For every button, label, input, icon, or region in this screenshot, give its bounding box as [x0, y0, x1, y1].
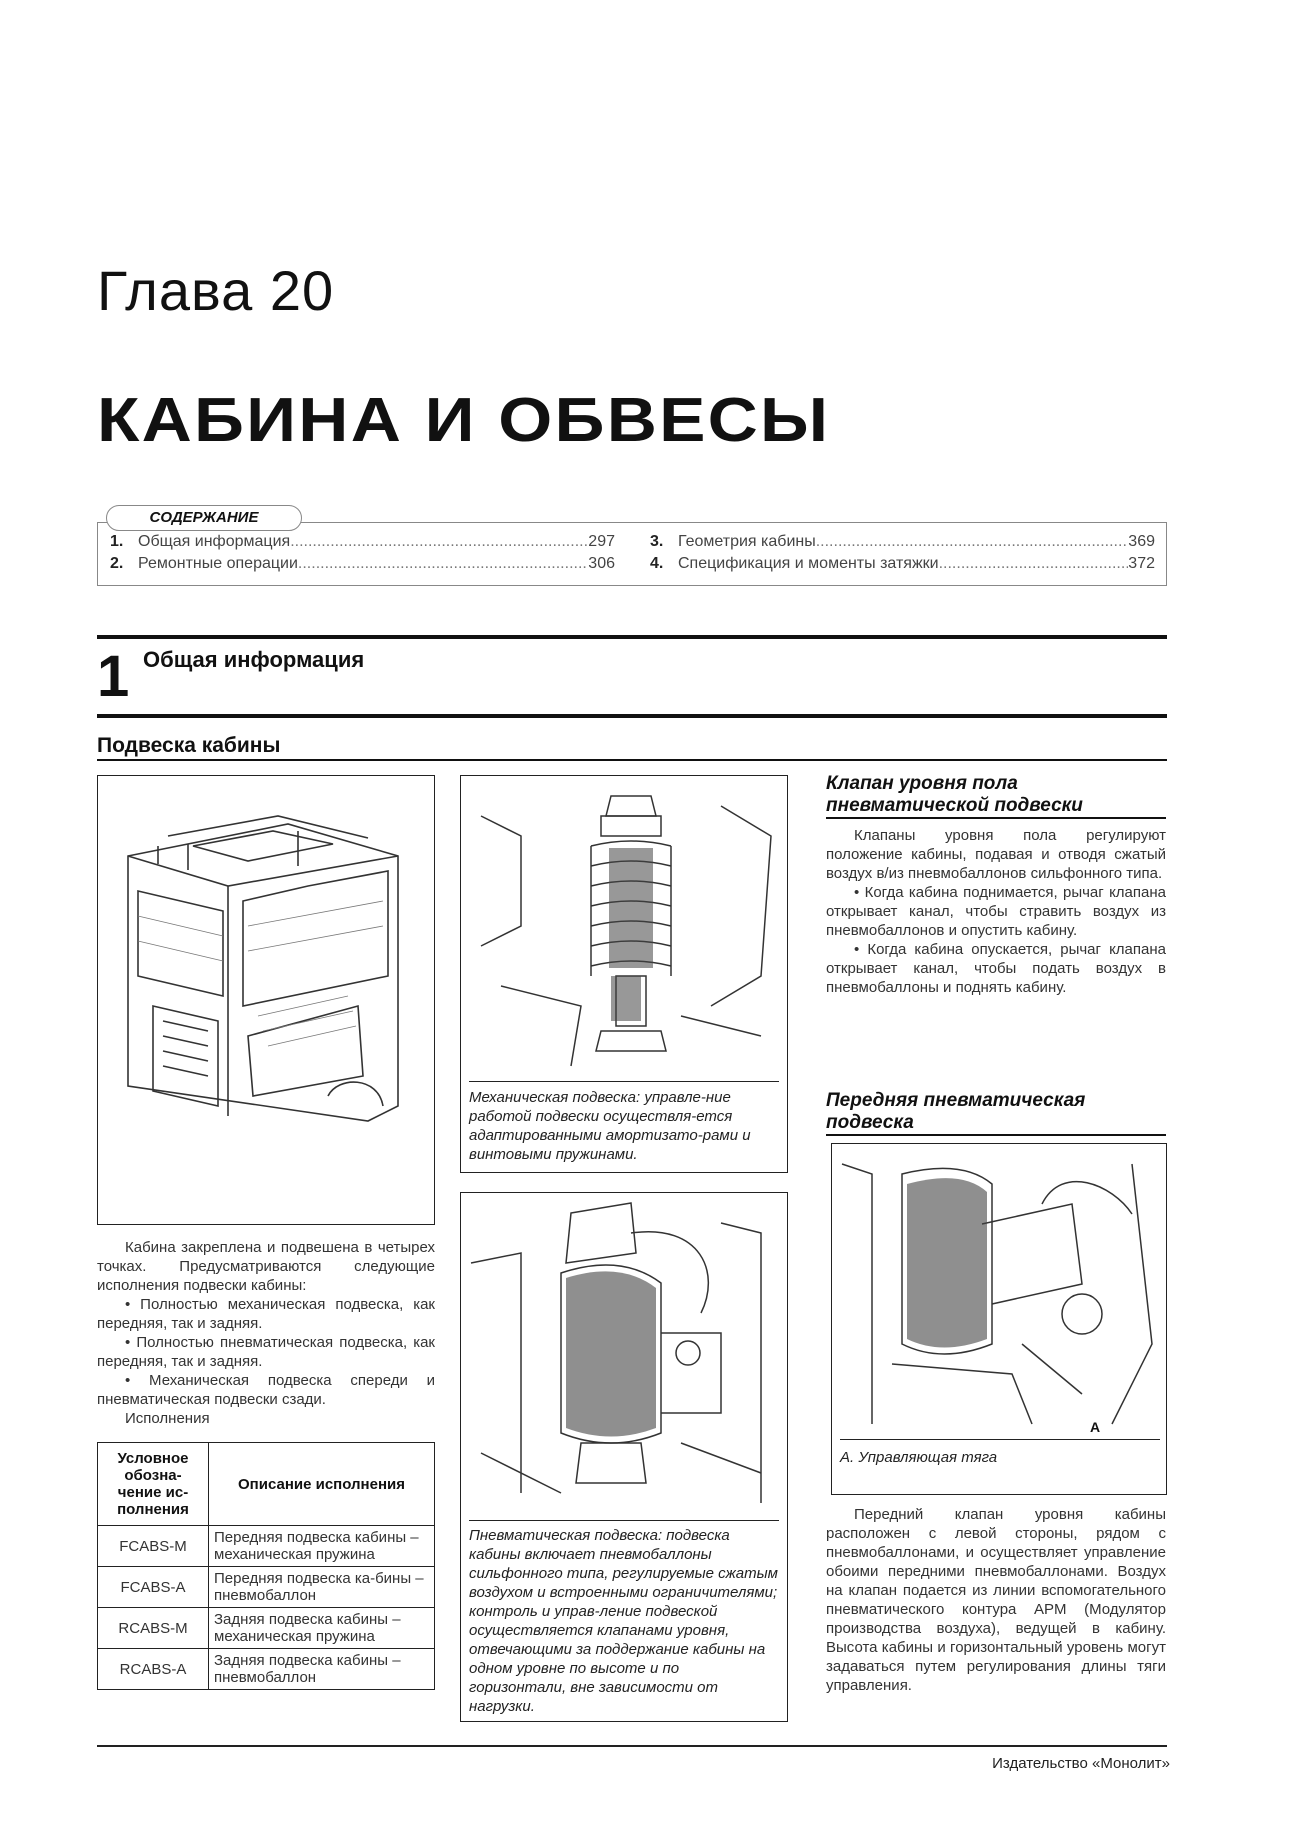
table-row [98, 1526, 435, 1567]
caption-divider [840, 1439, 1160, 1440]
table-row [98, 1649, 435, 1690]
pneumatic-suspension-caption: Пневматическая подвеска: подвеска кабины включает пневмобаллоны сильфонного типа, регулируемые сжатым воздухом и встроенными ограничителями; контроль и управ-ление подвеской осуществляется клапанами уровня, отвечающими за поддержание кабины на одном уровне по высоте и по горизонтали, вне зависимости от нагрузки. [469, 1527, 778, 1715]
front-figure-caption: A. Управляющая тяга [840, 1449, 998, 1466]
mechanical-suspension-figure [460, 775, 788, 1173]
variant-description: Задняя подвеска кабины – механическая пружина [209, 1608, 435, 1649]
chapter-title: КАБИНА И ОБВЕСЫ [97, 386, 831, 455]
publisher-footer: Издательство «Монолит» [992, 1755, 1170, 1772]
caption-divider [469, 1520, 779, 1521]
front-air-suspension-figure [831, 1143, 1167, 1495]
table-header-code: Условное обозна-чение ис-полнения [98, 1443, 209, 1526]
cab-illustration [97, 775, 435, 1225]
toc-leader-dots [290, 533, 588, 551]
callout-label-a: A [1090, 1419, 1101, 1435]
toc-item-page: 372 [1128, 555, 1155, 572]
toc-item-title: Геометрия кабины [678, 533, 816, 550]
table-label: Исполнения [125, 1410, 210, 1427]
toc-item-num: 1. [110, 533, 124, 550]
toc-item-num: 4. [650, 555, 664, 572]
front-bellow-drawing [832, 1144, 1165, 1434]
toc-item-title: Общая информация [138, 533, 291, 550]
subsection-rule [97, 759, 1167, 761]
table-row [98, 1608, 435, 1649]
bullet-item: • Механическая подвеска спереди и пневматическая подвески сзади. [97, 1372, 435, 1408]
valve-text [826, 826, 1166, 997]
variants-table [97, 1442, 435, 1690]
coil-spring-drawing [461, 776, 786, 1076]
caption-divider [469, 1081, 779, 1082]
section-number: 1 [97, 644, 130, 709]
toc-item-num: 2. [110, 555, 124, 572]
table-row [98, 1567, 435, 1608]
bullet-item: • Полностью пневматическая подвеска, как передняя, так и задняя. [97, 1334, 435, 1370]
chapter-label: Глава 20 [97, 259, 335, 322]
toc-item-title: Спецификация и моменты затяжки [678, 555, 939, 572]
pneumatic-suspension-figure [460, 1192, 788, 1722]
valve-bullet: • Когда кабина поднимается, рычаг клапана открывает канал, чтобы стравить воздух из пневмобаллонов и опустить кабину. [826, 884, 1166, 939]
toc-item[interactable] [110, 533, 615, 551]
toc-item[interactable] [650, 533, 1155, 551]
toc-heading: СОДЕРЖАНИЕ [106, 505, 302, 531]
toc-leader-dots [939, 555, 1129, 573]
truck-cab-drawing [98, 776, 433, 1223]
intro-paragraph: Кабина закреплена и подвешена в четырех точках. Предусматриваются следующие исполнения подвески кабины: [97, 1239, 435, 1294]
table-header-row [98, 1443, 435, 1526]
section-rule-top [97, 635, 1167, 639]
section-title: Общая информация [143, 647, 365, 672]
mechanical-suspension-caption: Механическая подвеска: управле-ние работой подвески осуществля-ется адаптированными амортизато-рами и винтовыми пружинами. [469, 1089, 751, 1163]
toc-item-title: Ремонтные операции [138, 555, 298, 572]
toc-item-num: 3. [650, 533, 664, 550]
toc-item-page: 297 [588, 533, 615, 550]
table-header-description: Описание исполнения [209, 1443, 435, 1526]
variant-code: FCABS-A [98, 1567, 209, 1608]
footer-rule [97, 1745, 1167, 1747]
variant-code: FCABS-M [98, 1526, 209, 1567]
variant-code: RCABS-M [98, 1608, 209, 1649]
valve-paragraph: Клапаны уровня пола регулируют положение кабины, подавая и отводя сжатый воздух в/из пневмобаллонов сильфонного типа. [826, 827, 1166, 882]
subsection-title: Подвеска кабины [97, 734, 281, 757]
toc-item[interactable] [110, 555, 615, 573]
left-intro-text [97, 1238, 435, 1428]
valve-section-title: Клапан уровня пола пневматической подвески [826, 773, 1083, 816]
toc-item-page: 306 [588, 555, 615, 572]
section-rule-bottom [97, 714, 1167, 718]
bullet-item: • Полностью механическая подвеска, как передняя, так и задняя. [97, 1296, 435, 1332]
variant-description: Задняя подвеска кабины – пневмобаллон [209, 1649, 435, 1690]
toc-box [97, 522, 1167, 586]
toc-leader-dots [816, 533, 1129, 551]
toc-item-page: 369 [1128, 533, 1155, 550]
valve-bullet: • Когда кабина опускается, рычаг клапана открывает канал, чтобы подать воздух в пневмобаллоны и поднять кабину. [826, 941, 1166, 996]
variant-description: Передняя подвеска кабины – механическая пружина [209, 1526, 435, 1567]
front-air-suspension-text [826, 1505, 1166, 1695]
valve-title-rule [826, 817, 1166, 819]
variant-code: RCABS-A [98, 1649, 209, 1690]
front-paragraph: Передний клапан уровня кабины расположен с левой стороны, рядом с пневмобаллонами, и осуществляет управление обоими передними пневмобаллонами. Воздух на клапан подается из линии вспомогательного пневматического контура APM (Модулятор производства воздуха), ведущей в кабину. Высота кабины и горизонтальный уровень могут задаваться путем регулирования длины тяги управления. [826, 1506, 1166, 1694]
toc-item[interactable] [650, 555, 1155, 573]
variant-description: Передняя подвеска ка-бины – пневмобаллон [209, 1567, 435, 1608]
front-air-suspension-title: Передняя пневматическая подвеска [826, 1090, 1086, 1133]
air-bellow-drawing [461, 1193, 786, 1513]
toc-leader-dots [298, 555, 588, 573]
front-title-rule [826, 1134, 1166, 1136]
